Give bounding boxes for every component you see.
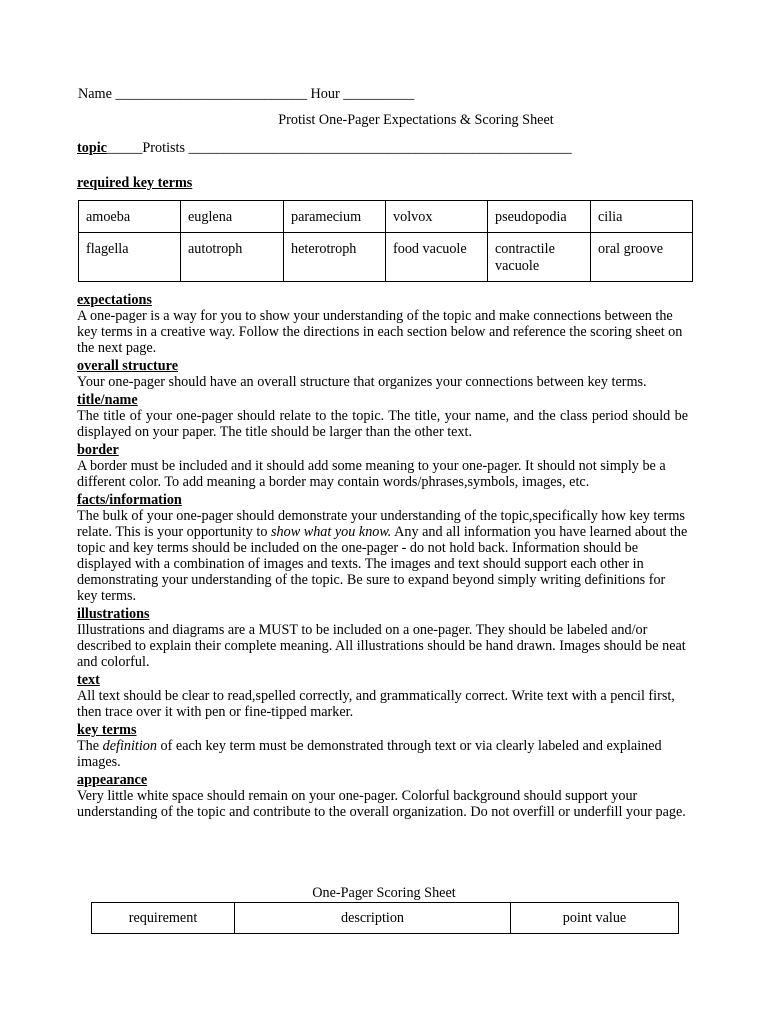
section-text-part: The <box>77 738 103 754</box>
expectations-sections <box>77 292 688 820</box>
page-title: Protist One-Pager Expectations & Scoring Sheet <box>278 112 554 128</box>
section-text: All text should be clear to read,spelled correctly, and grammatically correct. Write text with a pencil first, then trace over it with pen or fine-tipped marker. <box>77 688 675 720</box>
section-text: A one-pager is a way for you to show your understanding of the topic and make connections between the key terms in a creative way. Follow the directions in each section below and reference the scoring sheet on the next page. <box>77 308 683 356</box>
section-heading: appearance <box>77 772 148 788</box>
section-text-rules <box>77 672 688 720</box>
section-text: Very little white space should remain on your one-pager. Colorful background should support your understanding of the topic and contribute to the overall organization. Do not overfill or underfill your page. <box>77 788 686 820</box>
section-text-part: of each key term must be demonstrated through text or via clearly labeled and explained images. <box>77 738 662 770</box>
key-term-cell: flagella <box>79 233 181 282</box>
key-term-cell: pseudopodia <box>488 201 591 233</box>
section-text: Your one-pager should have an overall structure that organizes your connections between key terms. <box>77 374 647 390</box>
section-text-emphasis: show what you know. <box>271 524 392 540</box>
section-text-part: Any and all information you have learned about the topic and key terms should be included on the one-pager - do not hold back. Information should be displayed with a combination of images and texts. The images and text should support each other in demonstrating your understanding of the topic. Be sure to expand beyond simply writing definitions for key terms. <box>77 524 688 604</box>
topic-line <box>77 140 572 156</box>
section-expectations <box>77 292 688 356</box>
section-key-terms <box>77 722 688 770</box>
key-term-cell: oral groove <box>591 233 693 282</box>
table-row <box>79 201 693 233</box>
section-title-name <box>77 392 688 440</box>
section-text <box>77 508 688 604</box>
section-heading: key terms <box>77 722 137 738</box>
hour-field[interactable]: __________ <box>343 86 415 102</box>
section-heading: overall structure <box>77 358 178 374</box>
name-label: Name <box>78 86 112 102</box>
topic-gap: _____ <box>106 140 143 156</box>
section-facts-information <box>77 492 688 604</box>
key-term-cell: volvox <box>386 201 488 233</box>
section-illustrations <box>77 606 688 670</box>
section-text: Illustrations and diagrams are a MUST to be included on a one-pager. They should be labeled and/or described to explain their complete meaning. All illustrations should be hand drawn. Images should be neat and colorful. <box>77 622 686 670</box>
column-header: point value <box>511 903 679 934</box>
name-field[interactable]: ___________________________ <box>115 86 307 102</box>
key-terms-heading: required key terms <box>77 175 193 191</box>
topic-value: Protists <box>142 140 185 156</box>
column-header: requirement <box>92 903 235 934</box>
name-hour-line <box>78 86 414 102</box>
hour-label: Hour <box>310 86 340 102</box>
section-text-part: The bulk of your one-pager should demonstrate your understanding of the topic,specifically how key terms relate. This is your opportunity to <box>77 508 685 540</box>
section-text: The title of your one-pager should relate to the topic. The title, your name, and the class period should be displayed on your paper. The title should be larger than the other text. <box>77 408 688 440</box>
section-text-emphasis: definition <box>102 738 157 754</box>
section-heading: text <box>77 672 100 688</box>
key-term-cell: heterotroph <box>284 233 386 282</box>
section-heading: border <box>77 442 119 458</box>
table-header-row <box>92 903 679 934</box>
section-appearance <box>77 772 688 820</box>
key-terms-table <box>78 200 693 282</box>
scoring-table <box>91 902 679 934</box>
section-heading: expectations <box>77 292 152 308</box>
key-term-cell: euglena <box>181 201 284 233</box>
column-header: description <box>235 903 511 934</box>
section-border <box>77 442 688 490</box>
key-term-cell: contractile vacuole <box>488 233 591 282</box>
key-term-cell: autotroph <box>181 233 284 282</box>
section-text: A border must be included and it should add some meaning to your one-pager. It should not simply be a different color. To add meaning a border may contain words/phrases,symbols, images, etc. <box>77 458 666 490</box>
key-term-cell: amoeba <box>79 201 181 233</box>
table-row <box>79 233 693 282</box>
section-text <box>77 738 688 770</box>
section-overall-structure <box>77 358 688 390</box>
section-heading: facts/information <box>77 492 182 508</box>
topic-blank: ______________________________________________________ <box>188 140 572 156</box>
scoring-sheet-title: One-Pager Scoring Sheet <box>312 885 456 901</box>
key-term-cell: paramecium <box>284 201 386 233</box>
key-term-cell: cilia <box>591 201 693 233</box>
section-heading: illustrations <box>77 606 150 622</box>
section-heading: title/name <box>77 392 138 408</box>
key-term-cell: food vacuole <box>386 233 488 282</box>
topic-label: topic <box>77 140 107 156</box>
